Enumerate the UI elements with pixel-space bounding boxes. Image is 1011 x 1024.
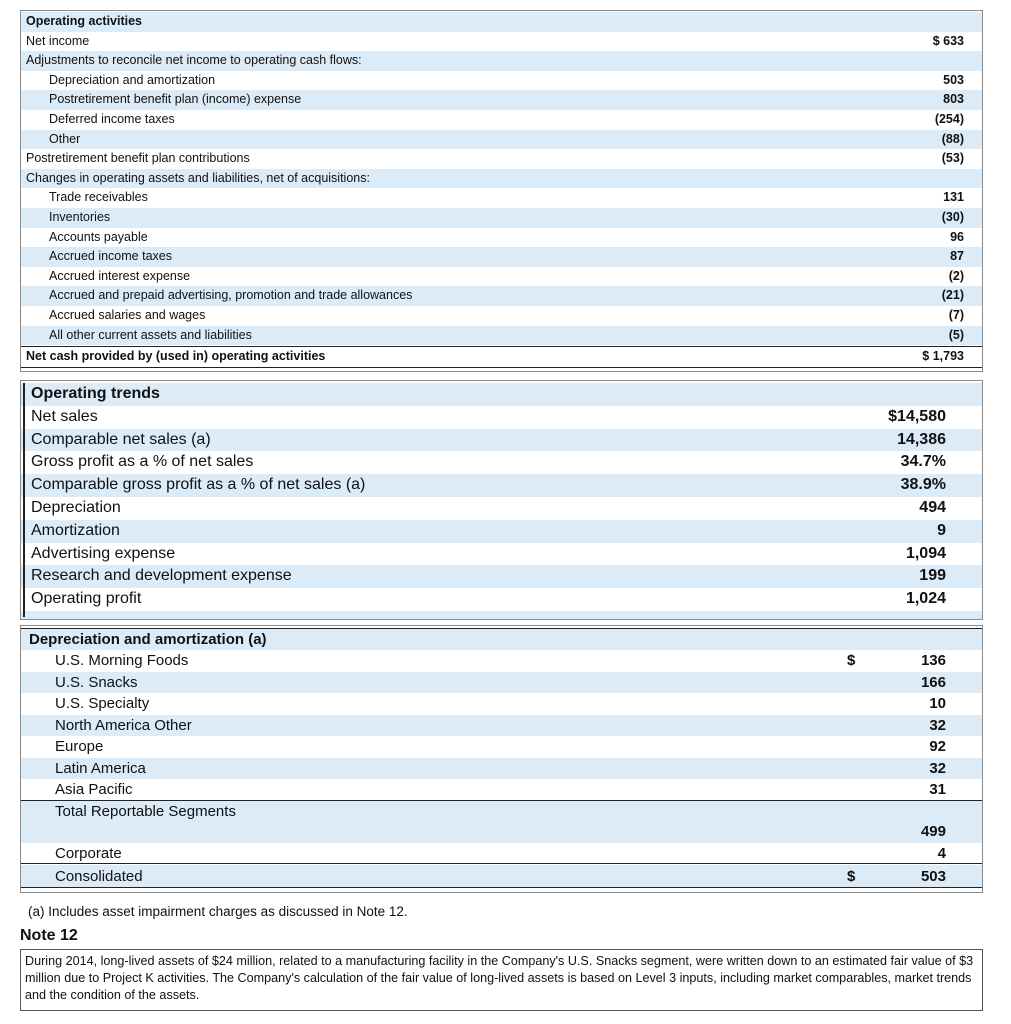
row-value: (2) xyxy=(948,268,964,283)
table-row xyxy=(21,267,982,287)
row-label: Amortization xyxy=(31,521,120,539)
table-row xyxy=(21,672,982,694)
note-text: During 2014, long-lived assets of $24 million, related to a manufacturing facility in the Company's U.S. Snacks segment, were written down to an estimated fair value of $3 million due to Project K activities. The Company's calculation of the fair value of long-lived assets is based on Level 3 inputs, including market comparables, market trends and the condition of the assets. xyxy=(20,949,983,1011)
table-row xyxy=(21,588,982,611)
row-label: Consolidated xyxy=(55,868,143,885)
row-value: 803 xyxy=(943,92,964,107)
row-value: 494 xyxy=(919,499,946,516)
table-row xyxy=(21,110,982,130)
row-label: Research and development expense xyxy=(31,567,292,585)
row-label: Postretirement benefit plan (income) expense xyxy=(49,92,302,107)
table-row xyxy=(21,779,982,801)
row-value: 1,024 xyxy=(905,590,946,608)
row-label: North America Other xyxy=(55,716,192,734)
table-row xyxy=(21,565,982,588)
row-value: 34.7% xyxy=(900,453,946,471)
row-label: Net sales xyxy=(31,407,98,425)
footnote: (a) Includes asset impairment charges as discussed in Note 12. xyxy=(28,904,408,919)
table-row xyxy=(21,543,982,566)
currency-symbol: $ xyxy=(847,652,856,669)
table-row xyxy=(21,383,982,406)
operating-activities-table xyxy=(20,10,983,372)
table-row xyxy=(21,306,982,326)
row-value: $14,580 xyxy=(888,407,946,425)
divider xyxy=(23,383,25,617)
row-label: Latin America xyxy=(55,759,146,777)
row-label: Asia Pacific xyxy=(55,781,133,798)
row-value: 499 xyxy=(920,823,946,840)
row-label: Accrued income taxes xyxy=(49,249,172,264)
row-value: (7) xyxy=(948,308,964,322)
row-label: U.S. Specialty xyxy=(55,695,150,712)
row-label: Advertising expense xyxy=(31,544,176,562)
row-value: (254) xyxy=(934,112,964,126)
row-value: 38.9% xyxy=(900,476,946,494)
row-label: Depreciation and amortization xyxy=(49,72,216,87)
row-value: (30) xyxy=(941,210,964,224)
row-label: Net income xyxy=(26,33,90,48)
depreciation-table xyxy=(20,625,983,893)
row-value: 503 xyxy=(920,868,946,885)
table-row xyxy=(21,758,982,780)
row-label: Comparable gross profit as a % of net sales (a) xyxy=(31,476,366,494)
table-row xyxy=(21,628,982,650)
row-value: 31 xyxy=(929,781,946,798)
table-row xyxy=(21,650,982,672)
row-value: 32 xyxy=(929,759,946,777)
section-title: Depreciation and amortization (a) xyxy=(29,631,267,648)
table-row xyxy=(21,801,982,843)
table-row xyxy=(21,90,982,110)
table-row xyxy=(21,611,982,619)
row-label: Gross profit as a % of net sales xyxy=(31,453,254,471)
table-row xyxy=(21,865,982,888)
table-row xyxy=(21,51,982,71)
table-row xyxy=(21,130,982,150)
row-value: 166 xyxy=(920,673,946,691)
row-value: 92 xyxy=(929,738,946,755)
row-label: Corporate xyxy=(55,845,122,862)
table-row xyxy=(21,326,982,346)
table-row xyxy=(21,474,982,497)
table-row xyxy=(21,715,982,737)
row-value: (21) xyxy=(941,288,964,303)
total-row xyxy=(21,346,982,368)
row-label: All other current assets and liabilities xyxy=(49,327,252,342)
row-label: Accrued salaries and wages xyxy=(49,308,206,322)
row-label: Accrued interest expense xyxy=(49,268,191,283)
row-value: (88) xyxy=(941,131,964,146)
table-row xyxy=(21,286,982,306)
row-value: $ 633 xyxy=(932,33,964,48)
row-label: Comparable net sales (a) xyxy=(31,430,211,448)
table-row xyxy=(21,188,982,208)
row-label: U.S. Morning Foods xyxy=(55,652,189,669)
table-row xyxy=(21,208,982,228)
row-value: 14,386 xyxy=(897,430,946,448)
table-row xyxy=(21,843,982,864)
row-value: 199 xyxy=(919,567,946,585)
section-title: Operating activities xyxy=(26,14,143,28)
note-title: Note 12 xyxy=(20,927,78,944)
table-row xyxy=(21,736,982,758)
row-value: (53) xyxy=(941,151,964,166)
row-label: Depreciation xyxy=(31,499,121,516)
operating-trends-table xyxy=(20,380,983,620)
table-row xyxy=(21,406,982,429)
row-label: Total Reportable Segments xyxy=(55,803,236,820)
row-value: 9 xyxy=(937,521,946,539)
row-value: 87 xyxy=(950,249,964,264)
row-value: 1,094 xyxy=(905,544,946,562)
row-label: Accounts payable xyxy=(49,229,148,244)
row-label: U.S. Snacks xyxy=(55,673,138,691)
currency-symbol: $ xyxy=(847,868,856,885)
row-label: Operating profit xyxy=(31,590,142,608)
total-value: $ 1,793 xyxy=(922,348,964,363)
row-label: Inventories xyxy=(49,210,111,224)
row-label: Trade receivables xyxy=(49,190,148,205)
table-row xyxy=(21,71,982,91)
row-value: 32 xyxy=(929,716,946,734)
table-row xyxy=(21,149,982,169)
row-value: 131 xyxy=(943,190,964,205)
row-value: 136 xyxy=(920,652,946,669)
row-label: Postretirement benefit plan contributions xyxy=(26,151,250,166)
row-label: Adjustments to reconcile net income to operating cash flows: xyxy=(26,53,362,68)
table-row xyxy=(21,429,982,452)
row-value: 4 xyxy=(937,845,946,862)
row-value: (5) xyxy=(948,327,964,342)
table-row xyxy=(21,497,982,520)
row-value: 96 xyxy=(950,229,964,244)
table-row xyxy=(21,693,982,715)
section-title: Operating trends xyxy=(31,385,160,402)
table-row xyxy=(21,32,982,52)
row-label: Other xyxy=(49,131,81,146)
row-label: Accrued and prepaid advertising, promotion and trade allowances xyxy=(49,288,413,303)
row-value: 10 xyxy=(929,695,946,712)
row-label: Deferred income taxes xyxy=(49,112,175,126)
table-row xyxy=(21,228,982,248)
table-row xyxy=(21,247,982,267)
row-value: 503 xyxy=(943,72,964,87)
total-label: Net cash provided by (used in) operating activities xyxy=(26,348,326,363)
row-label: Changes in operating assets and liabilities, net of acquisitions: xyxy=(26,170,370,185)
table-row xyxy=(21,169,982,189)
table-row xyxy=(21,520,982,543)
table-row xyxy=(21,451,982,474)
row-label: Europe xyxy=(55,738,104,755)
table-row xyxy=(21,12,982,32)
